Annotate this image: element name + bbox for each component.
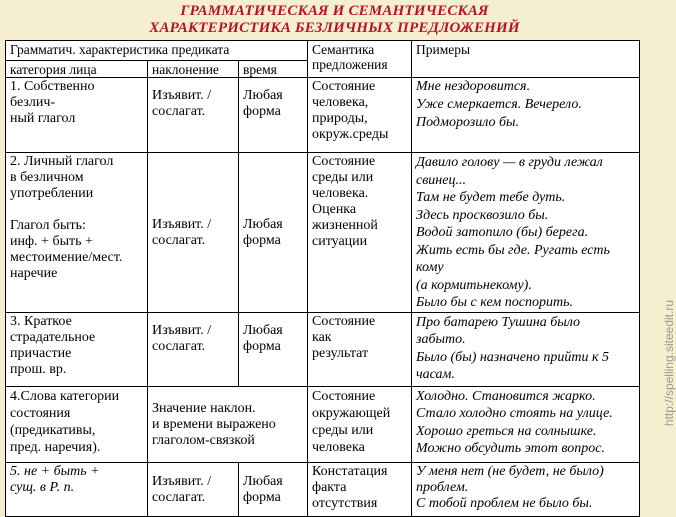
cell-mood: Изъявит. / сослагат. [148,78,239,153]
characteristics-table [5,40,640,517]
table-row [6,462,640,516]
title-line-1: ГРАММАТИЧЕСКАЯ И СЕМАНТИЧЕСКАЯ [180,3,489,19]
header-examples: Примеры [412,41,640,78]
title-line-2: ХАРАКТЕРИСТИКА БЕЗЛИЧНЫХ ПРЕДЛОЖЕНИЙ [149,20,520,36]
watermark [644,300,676,505]
cell-mood-tense: Значение наклон. и времени выражено глаголом-связкой [148,386,308,462]
cell-tense: Любая форма [239,78,308,153]
cell-semantics: Состояние как результат [308,312,412,386]
watermark-text: http://spelling.siteedit.ru [662,300,676,427]
header-mood: наклонение [148,61,239,78]
cell-mood: Изъявит. / сослагат. [148,312,239,386]
header-row-1 [6,41,640,61]
cell-examples: Про батарею Тушина было забыто. Было (бы) назначено прийти к 5 часам. [412,312,640,386]
cell-examples: У меня нет (не будет, не было) проблем. С тобой проблем не было бы. [412,462,640,516]
header-semantics: Семантика предложения [308,41,412,78]
cell-tense: Любая форма [239,462,308,516]
characteristics-table-wrapper [5,40,639,511]
table-row [6,312,640,386]
header-grammar: Грамматич. характеристика предиката [6,41,308,61]
table-row [6,153,640,313]
cell-semantics: Состояние окружающей среды или человека [308,386,412,462]
cell-person: 3. Краткое страдательное причастие прош. вр. [6,312,148,386]
cell-mood: Изъявит. / сослагат. [148,153,239,313]
header-person: категория лица [6,61,148,78]
cell-semantics: Состояние человека, природы, окруж.среды [308,78,412,153]
cell-tense: Любая форма [239,153,308,313]
cell-semantics: Констатация факта отсутствия [308,462,412,516]
cell-examples: Давило голову — в груди лежал свинец... Там не будет тебе дуть. Здесь просквозило бы. Водой затопило (бы) берега. Жить есть бы где. Ругать есть кому (а кормитьнекому). Было бы с кем поспорить. [412,153,640,313]
cell-person: 2. Личный глагол в безличном употреблении Глагол быть: инф. + быть + местоимение/мест. наречие [6,153,148,313]
table-row [6,78,640,153]
cell-person: 4.Слова категории состояния (предикативы, пред. наречия). [6,386,148,462]
cell-person: 1. Собственно безлич- ный глагол [6,78,148,153]
cell-mood: Изъявит. / сослагат. [148,462,239,516]
table-row [6,386,640,462]
cell-tense: Любая форма [239,312,308,386]
cell-semantics: Состояние среды или человека. Оценка жизненной ситуации [308,153,412,313]
cell-examples: Холодно. Становится жарко. Стало холодно стоять на улице. Хорошо греться на солнышке. Можно обсудить этот вопрос. [412,386,640,462]
header-tense: время [239,61,308,78]
cell-person: 5. не + быть + сущ. в Р. п. [6,462,148,516]
cell-examples: Мне нездоровится. Уже смеркается. Вечерело. Подморозило бы. [412,78,640,153]
page-title [0,0,669,40]
